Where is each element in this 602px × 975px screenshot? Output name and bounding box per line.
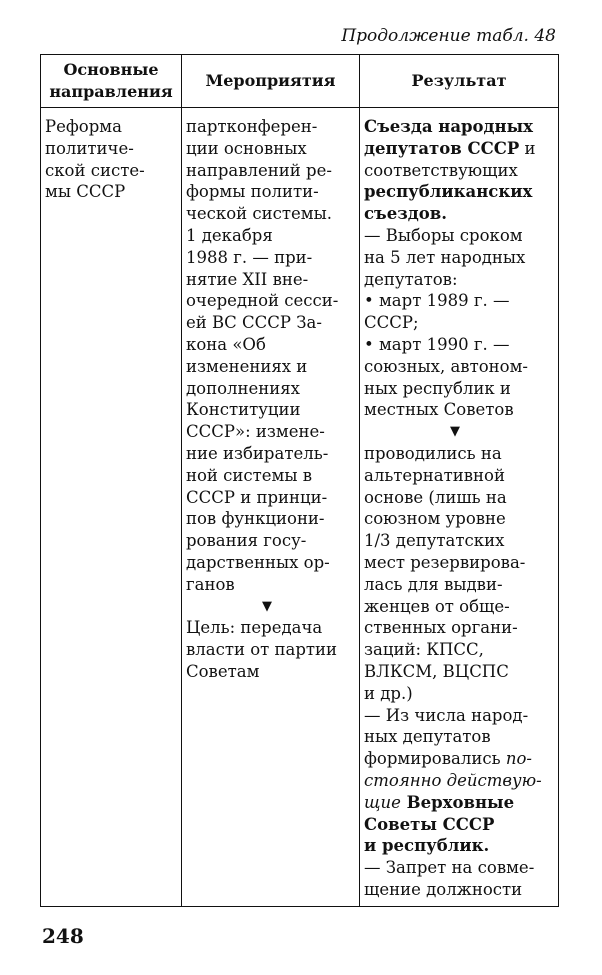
result-line: на 5 лет народных <box>364 247 526 267</box>
result-line: лась для выдви- <box>364 574 503 594</box>
result-line: союзных, автоном- <box>364 356 528 376</box>
text-line: Цель: передача <box>186 618 323 638</box>
header-directions-line: направления <box>49 82 173 101</box>
result-line <box>364 138 554 160</box>
down-arrow-icon: ▼ <box>262 598 272 614</box>
text-line: рования госу- <box>186 531 307 551</box>
result-line: • март 1989 г. — <box>364 291 510 311</box>
text-line: партконферен- <box>186 117 318 136</box>
text-line: пов функциони- <box>186 509 325 529</box>
result-line: — Выборы сроком <box>364 225 523 245</box>
text-line: дарственных ор- <box>186 552 330 572</box>
table-header-row <box>41 55 559 108</box>
text-line: Советам <box>186 661 260 681</box>
result-line: ственных органи- <box>364 618 518 638</box>
result-bold: депутатов СССР <box>364 138 520 158</box>
result-line: заций: КПСС, <box>364 640 484 660</box>
result-line: ВЛКСМ, ВЦСПС <box>364 661 509 681</box>
text-line: нятие XII вне- <box>186 269 309 289</box>
text-line: ганов <box>186 574 235 594</box>
text-line: ции основных <box>186 138 307 158</box>
result-line: ных республик и <box>364 378 511 398</box>
result-line: Съезда народных <box>364 117 534 136</box>
result-line: и республик. <box>364 836 490 856</box>
text-line: формы полити- <box>186 182 319 202</box>
text-line: направлений ре- <box>186 160 332 180</box>
text-line: политиче- <box>45 138 134 158</box>
result-italic: по- <box>500 749 532 769</box>
result-line: и др.) <box>364 683 413 703</box>
cell-result <box>360 108 559 907</box>
text-line: ской систе- <box>45 160 145 180</box>
text-line: СССР»: измене- <box>186 422 325 442</box>
result-line <box>364 748 554 770</box>
text-line: изменениях и <box>186 356 308 376</box>
text-line: СССР и принци- <box>186 487 328 507</box>
result-line: съездов. <box>364 204 447 224</box>
cell-direction <box>41 108 182 907</box>
result-line: союзном уровне <box>364 509 506 529</box>
cell-measures <box>182 108 360 907</box>
reform-table <box>40 54 559 907</box>
result-line: местных Советов <box>364 400 514 420</box>
text-line: 1 декабря <box>186 225 273 245</box>
direction-text <box>45 116 177 203</box>
text-line: Реформа <box>45 117 122 136</box>
result-line: проводились на <box>364 443 502 463</box>
text-line: ческой системы. <box>186 204 332 224</box>
result-bold: Верховные <box>400 792 515 812</box>
result-line: ных депутатов <box>364 727 491 747</box>
header-directions <box>41 55 182 108</box>
text-line: мы СССР <box>45 182 126 202</box>
text-line: 1988 г. — при- <box>186 247 313 267</box>
result-line <box>364 792 554 814</box>
measures-text <box>186 116 355 596</box>
table-caption: Продолжение табл. 48 <box>341 26 556 46</box>
text-line: дополнениях <box>186 378 300 398</box>
header-measures: Мероприятия <box>182 55 360 108</box>
result-line: женцев от обще- <box>364 596 510 616</box>
text-line: очередной сесси- <box>186 291 339 311</box>
header-directions-line: Основные <box>63 60 159 79</box>
result-text: формировались <box>364 749 501 769</box>
result-line: 1/3 депутатских <box>364 531 505 551</box>
result-line: — Из числа народ- <box>364 705 529 725</box>
result-line: республиканских <box>364 182 533 202</box>
result-text: и <box>519 138 536 158</box>
text-line: власти от партии <box>186 640 338 660</box>
page-number: 248 <box>42 924 84 948</box>
down-arrow-icon: ▼ <box>450 424 460 440</box>
result-line: основе (лишь на <box>364 487 507 507</box>
result-line: щение должности <box>364 879 523 899</box>
result-line: Советы СССР <box>364 814 495 834</box>
goal-text <box>186 617 355 682</box>
text-line: кона «Об <box>186 334 266 354</box>
text-line: ной системы в <box>186 465 313 485</box>
result-line: стоянно действую- <box>364 770 542 790</box>
text-line: ние избиратель- <box>186 443 329 463</box>
result-line: мест резервирова- <box>364 552 526 572</box>
result-line: — Запрет на совме- <box>364 858 535 878</box>
table-row <box>41 108 559 907</box>
result-line: • март 1990 г. — <box>364 334 510 354</box>
result-italic: щие <box>364 792 401 812</box>
result-line: депутатов: <box>364 269 458 289</box>
result-line: альтернативной <box>364 465 505 485</box>
header-result: Результат <box>360 55 559 108</box>
text-line: Конституции <box>186 400 301 420</box>
result-line: СССР; <box>364 313 419 333</box>
result-line: соответствующих <box>364 160 518 180</box>
text-line: ей ВС СССР За- <box>186 313 322 333</box>
